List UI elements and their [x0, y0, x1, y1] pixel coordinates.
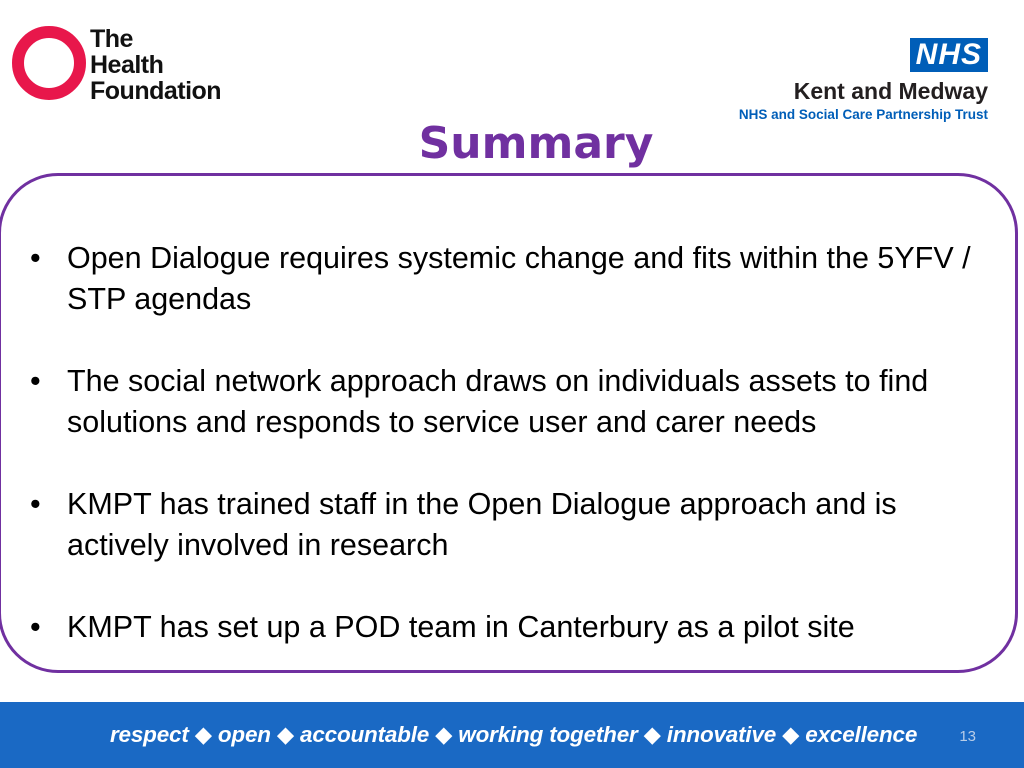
bullet-item: • Open Dialogue requires systemic change and fits within the 5YFV / STP agendas — [26, 238, 996, 320]
bullet-item: • KMPT has set up a POD team in Canterbury as a pilot site — [26, 607, 996, 648]
bullet-list — [26, 238, 996, 689]
logo-line-2: Health — [90, 51, 164, 79]
health-foundation-wordmark — [90, 26, 221, 104]
footer-bar — [0, 702, 1024, 768]
nhs-mark: NHS — [910, 38, 988, 72]
health-foundation-logo — [10, 24, 240, 108]
nhs-trust-name: NHS and Social Care Partnership Trust — [738, 107, 988, 122]
footer-values: respect ◆ open ◆ accountable ◆ working together ◆ innovative ◆ excellence — [110, 722, 918, 747]
page-number: 13 — [959, 728, 976, 745]
slide-title: Summary — [418, 118, 654, 169]
nhs-trust-logo — [718, 38, 988, 128]
bullet-item: • The social network approach draws on individuals assets to find solutions and responds to service user and carer needs — [26, 361, 996, 443]
logo-line-3: Foundation — [90, 77, 222, 105]
bullet-item: • KMPT has trained staff in the Open Dialogue approach and is actively involved in research — [26, 484, 996, 566]
nhs-org-name: Kent and Medway — [793, 78, 988, 104]
health-foundation-ring-icon — [12, 26, 86, 100]
logo-line-1: The — [90, 25, 133, 53]
